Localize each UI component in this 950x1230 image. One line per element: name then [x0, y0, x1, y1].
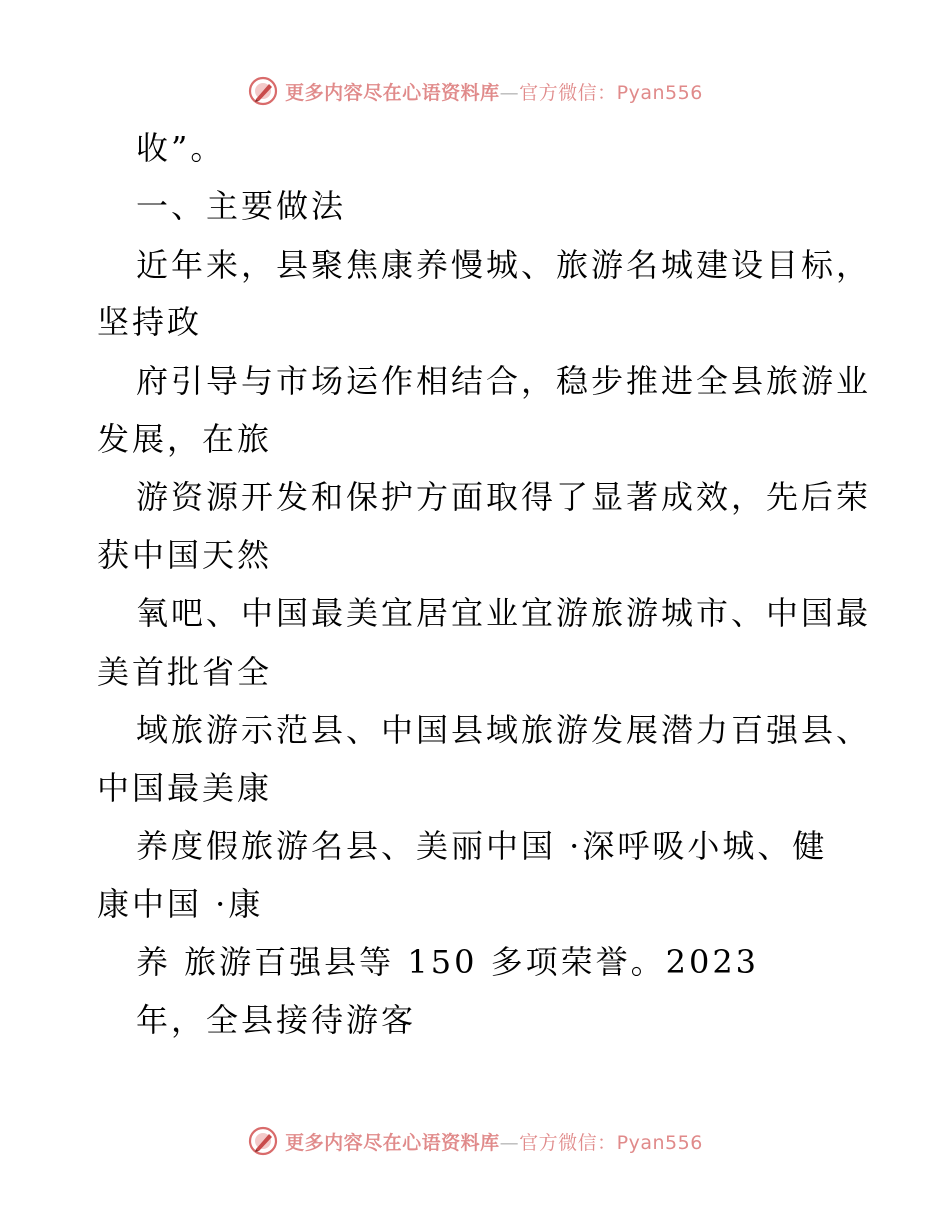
text-line: 氧吧、中国最美宜居宜业宜游旅游城市、中国最 — [136, 594, 872, 632]
pen-logo-icon — [247, 1125, 279, 1157]
text-line: 获中国天然 — [97, 536, 273, 574]
text-line: 年，全县接待游客 — [136, 1001, 417, 1039]
watermark-name: 更多内容尽在心语资料库 — [285, 81, 500, 104]
text-line: 养度假旅游名县、美丽中国 ·深呼吸小城、健 — [136, 827, 828, 865]
text-line: 康中国 ·康 — [97, 885, 264, 923]
text-line: 域旅游示范县、中国县域旅游发展潜力百强县、 — [136, 711, 872, 749]
section-heading: 一、主要做法 — [136, 187, 347, 225]
footer-watermark — [0, 1124, 950, 1158]
watermark-name: 更多内容尽在心语资料库 — [285, 1131, 500, 1154]
text-line: 发展，在旅 — [97, 420, 273, 458]
header-watermark — [0, 74, 950, 108]
text-line: 游资源开发和保护方面取得了显著成效，先后荣 — [136, 478, 872, 516]
text-line: 府引导与市场运作相结合，稳步推进全县旅游业 — [136, 362, 872, 400]
text-line: 中国最美康 — [97, 769, 273, 807]
text-line: 养 旅游百强县等 150 多项荣誉。2023 — [136, 943, 760, 981]
watermark-wechat: 官方微信：Pyan556 — [519, 1131, 703, 1154]
text-line: 美首批省全 — [97, 653, 273, 691]
pen-logo-icon — [247, 75, 279, 107]
watermark-separator: — — [499, 1131, 520, 1154]
text-line: 坚持政 — [97, 303, 203, 341]
watermark-wechat: 官方微信：Pyan556 — [519, 81, 703, 104]
text-line: 近年来，县聚焦康养慢城、旅游名城建设目标， — [136, 246, 872, 284]
text-line: 收”。 — [136, 129, 226, 167]
watermark-separator: — — [499, 81, 520, 104]
